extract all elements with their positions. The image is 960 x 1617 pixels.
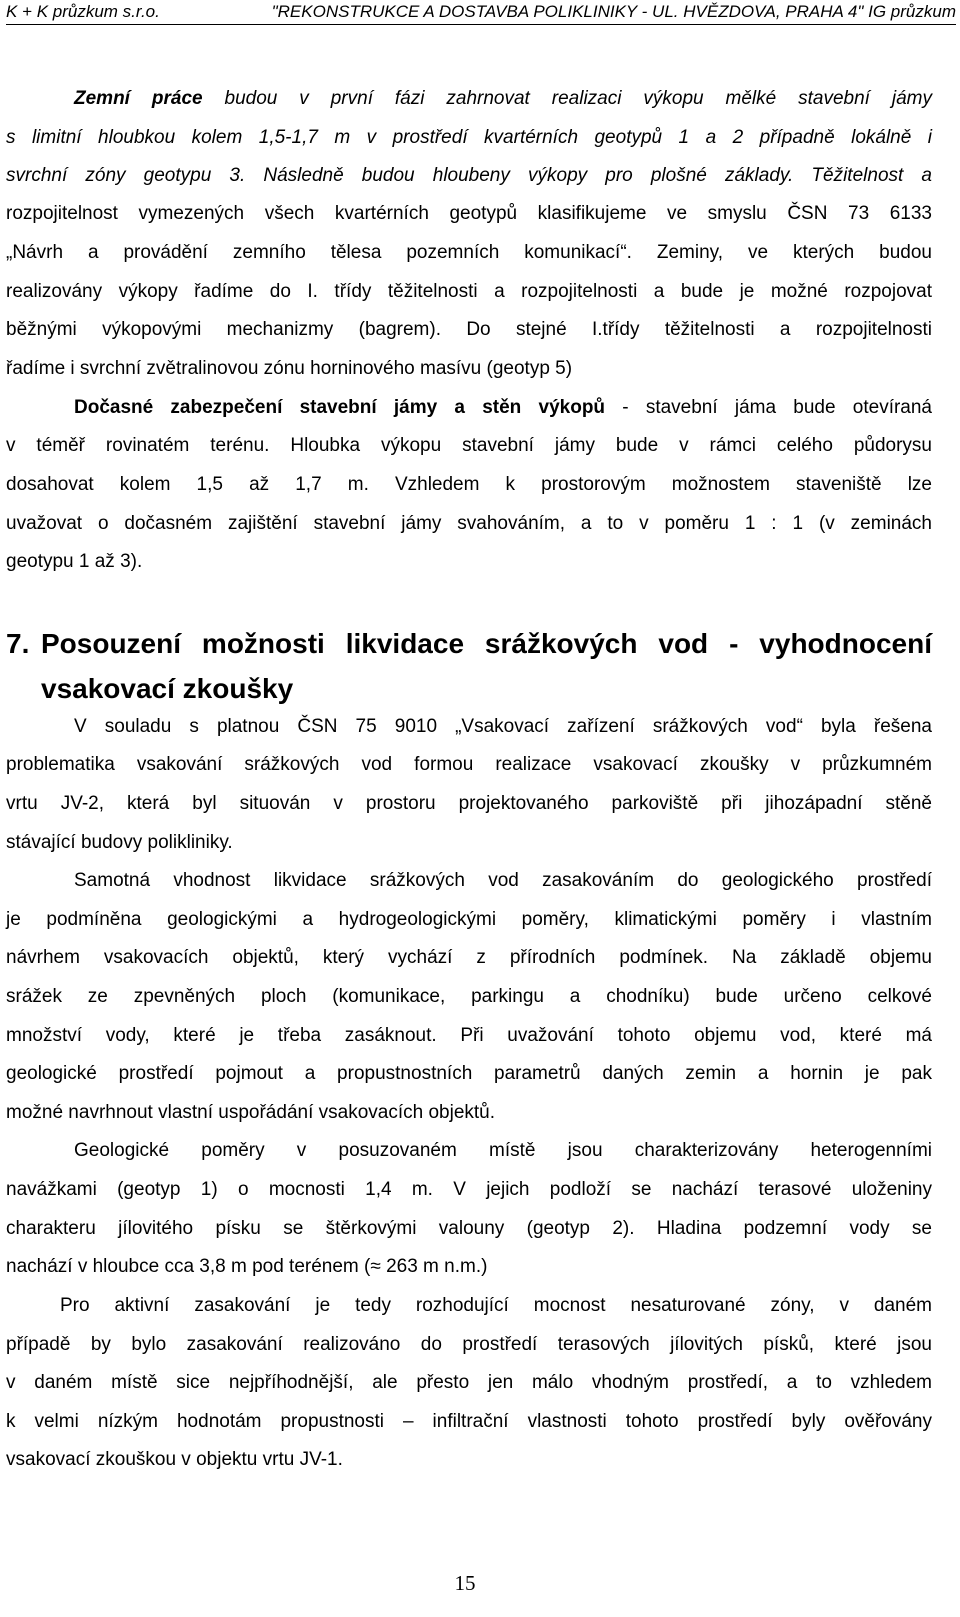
header-project-title: "REKONSTRUKCE A DOSTAVBA POLIKLINIKY - UL. HVĚZDOVA, PRAHA 4" IG průzkum — [271, 2, 956, 21]
text-line: řadíme i svrchní zvětralinovou zónu horninového masívu (geotyp 5) — [6, 358, 573, 379]
text-line: vrtu JV-2, která byl situován v prostoru projektovaného parkoviště při jihozápadní stěně — [6, 793, 932, 814]
text-line: množství vody, které je třeba zasáknout. Při uvažování tohoto objemu vod, které má — [6, 1025, 932, 1046]
text-line: vsakovací zkouškou v objektu vrtu JV-1. — [6, 1449, 343, 1470]
text-line: srážek ze zpevněných ploch (komunikace, parkingu a chodníku) bude určeno celkové — [6, 986, 932, 1007]
text-line — [6, 88, 932, 110]
text-line: svrchní zóny geotypu 3. Následně budou hloubeny výkopy pro plošné základy. Těžitelnost a — [6, 165, 932, 186]
text-line: Pro aktivní zasakování je tedy rozhodující mocnost nesaturované zóny, v daném — [60, 1295, 932, 1316]
text-fragment: - stavební jáma bude otevíraná — [605, 397, 932, 418]
text-line: případě by bylo zasakování realizováno do prostředí terasových jílovitých písků, které jsou — [6, 1334, 932, 1355]
text-line: návrhem vsakovacích objektů, který vychází z přírodních podmínek. Na základě objemu — [6, 947, 932, 968]
text-line: běžnými výkopovými mechanizmy (bagrem). Do stejné I.třídy těžitelnosti a rozpojitelnosti — [6, 319, 932, 340]
text-line: charakteru jílovitého písku se štěrkovými valouny (geotyp 2). Hladina podzemní vody se — [6, 1218, 932, 1239]
text-line: v daném místě sice nejpříhodnější, ale přesto jen málo vhodným prostředí, a to vzhledem — [6, 1372, 932, 1393]
section-title-line-1: Posouzení možnosti likvidace srážkových vod - vyhodnocení — [41, 628, 932, 659]
section-title-line-2: vsakovací zkoušky — [41, 673, 294, 704]
header-company: K + K průzkum s.r.o. — [6, 2, 160, 21]
text-line: geologické prostředí pojmout a propustnostních parametrů daných zemin a hornin je pak — [6, 1063, 932, 1084]
section-heading — [6, 628, 932, 660]
text-fragment: budou v první fázi zahrnovat realizaci výkopu mělké stavební jámy — [224, 88, 933, 109]
text-line: dosahovat kolem 1,5 až 1,7 m. Vzhledem k prostorovým možnostem staveniště lze — [6, 474, 932, 495]
text-line: rozpojitelnost vymezených všech kvartérních geotypů klasifikujeme ve smyslu ČSN 73 6133 — [6, 203, 932, 224]
text-line: je podmíněna geologickými a hydrogeologickými poměry, klimatickými poměry i vlastním — [6, 909, 932, 930]
text-line: k velmi nízkým hodnotám propustnosti – infiltrační vlastnosti tohoto prostředí byly ověřovány — [6, 1411, 932, 1432]
text-line: Samotná vhodnost likvidace srážkových vod zasakováním do geologického prostředí — [74, 870, 932, 891]
text-line: stávající budovy polikliniky. — [6, 832, 233, 853]
text-line: nachází v hloubce cca 3,8 m pod terénem (≈ 263 m n.m.) — [6, 1256, 488, 1277]
text-line: s limitní hloubkou kolem 1,5-1,7 m v prostředí kvartérních geotypů 1 a 2 případně lokálně i — [6, 127, 932, 148]
text-line: „Návrh a provádění zemního tělesa pozemních komunikací“. Zeminy, ve kterých budou — [6, 242, 932, 263]
text-line: Geologické poměry v posuzovaném místě jsou charakterizovány heterogenními — [74, 1140, 932, 1161]
text-line — [6, 397, 932, 419]
bold-term: Dočasné zabezpečení stavební jámy a stěn výkopů — [74, 397, 606, 418]
bold-term: Zemní práce — [74, 88, 203, 109]
page-number: 15 — [454, 1571, 476, 1595]
section-number: 7. — [6, 628, 30, 659]
text-line: navážkami (geotyp 1) o mocnosti 1,4 m. V jejich podloží se nachází terasové uloženiny — [6, 1179, 932, 1200]
text-line: geotypu 1 až 3). — [6, 551, 143, 572]
text-line: problematika vsakování srážkových vod formou realizace vsakovací zkoušky v průzkumném — [6, 754, 932, 775]
text-line: realizovány výkopy řadíme do I. třídy těžitelnosti a rozpojitelnosti a bude je možné rozpojovat — [6, 281, 932, 302]
text-line: V souladu s platnou ČSN 75 9010 „Vsakovací zařízení srážkových vod“ byla řešena — [74, 716, 932, 737]
page-header — [6, 0, 956, 25]
text-line: uvažovat o dočasném zajištění stavební jámy svahováním, a to v poměru 1 : 1 (v zeminách — [6, 513, 932, 534]
text-line: v téměř rovinatém terénu. Hloubka výkopu stavební jámy bude v rámci celého půdorysu — [6, 435, 932, 456]
text-line: možné navrhnout vlastní uspořádání vsakovacích objektů. — [6, 1102, 496, 1123]
